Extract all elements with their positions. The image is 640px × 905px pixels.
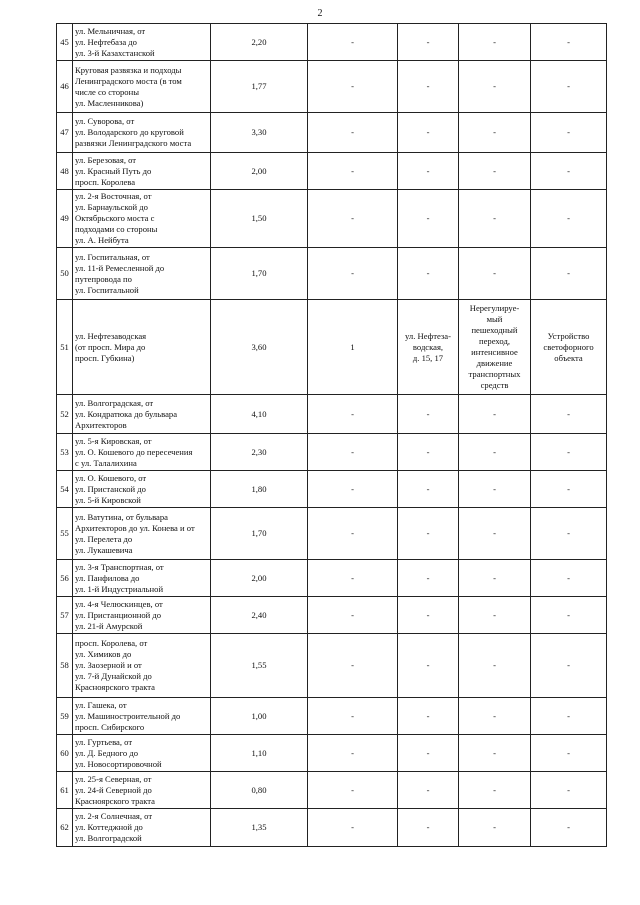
problem-reason [459, 560, 531, 597]
empty-dash: - [493, 822, 496, 832]
road-name-line: ул. Госпитальная, от [75, 251, 150, 262]
empty-dash: - [567, 572, 570, 583]
road-length: 1,00 [211, 698, 308, 735]
road-name [73, 698, 211, 735]
road-name [73, 190, 211, 248]
empty-dash: - [493, 165, 496, 176]
row-number: 51 [57, 300, 73, 395]
road-name-line: ул. Волгоградской [75, 833, 142, 843]
row-number: 61 [57, 772, 73, 809]
road-length: 1,80 [211, 471, 308, 508]
problem-count: - [308, 508, 398, 560]
road-length: 0,80 [211, 772, 308, 809]
road-name-line: ул. Новосортировочной [75, 758, 162, 769]
problem-reason-line: переход, [479, 336, 510, 346]
road-name-line: ул. Гуртьева, от [75, 736, 133, 747]
table-row [57, 772, 607, 809]
problem-count: - [308, 809, 398, 847]
problem-address [398, 772, 459, 809]
empty-dash: - [426, 446, 430, 457]
empty-dash: - [493, 483, 496, 494]
empty-dash: - [493, 747, 496, 758]
road-name [73, 471, 211, 508]
planned-measure [531, 560, 607, 597]
table-row [57, 560, 607, 597]
empty-dash: - [426, 710, 430, 721]
planned-measure-line: Устройство [547, 330, 590, 341]
page-number: 2 [317, 8, 323, 19]
road-name [73, 597, 211, 634]
planned-measure [531, 634, 607, 698]
road-name-line: ул. Масленникова) [75, 97, 144, 108]
empty-dash: - [493, 528, 496, 538]
road-name-line: ул. Мельничная, от [75, 25, 146, 36]
planned-measure [531, 809, 607, 847]
table-row [57, 471, 607, 508]
problem-reason-line: средств [480, 380, 509, 390]
planned-measure [531, 597, 607, 634]
empty-dash: - [426, 572, 430, 583]
road-name-line: ул. Пристанской до [75, 483, 146, 494]
road-length: 3,60 [211, 300, 308, 395]
road-length: 1,70 [211, 248, 308, 300]
empty-dash: - [567, 784, 570, 795]
road-name-line: ул. О. Кошевого до пересечения [75, 446, 193, 457]
problem-address-line: д. 15, 17 [412, 352, 444, 363]
road-name-line: Октябрьского моста с [75, 213, 155, 223]
empty-dash: - [493, 213, 496, 223]
road-length: 2,00 [211, 560, 308, 597]
road-name-line: подходами со стороны [75, 224, 158, 234]
problem-address [398, 809, 459, 847]
table-row [57, 113, 607, 153]
empty-dash: - [567, 36, 570, 47]
planned-measure [531, 508, 607, 560]
road-length: 1,50 [211, 190, 308, 248]
problem-reason-line: Нерегулируе- [469, 303, 520, 313]
row-number: 46 [57, 61, 73, 113]
road-length: 1,35 [211, 809, 308, 847]
road-name-line: ул. Красный Путь до [75, 165, 152, 176]
empty-dash: - [426, 36, 430, 47]
road-name-line: ул. Березовая, от [75, 154, 137, 165]
problem-address [398, 698, 459, 735]
problem-address [398, 508, 459, 560]
problem-count: - [308, 634, 398, 698]
empty-dash: - [493, 81, 496, 91]
road-name-line: с ул. Талалихина [75, 457, 137, 468]
road-name-line: ул. 3-я Транспортная, от [75, 561, 164, 572]
empty-dash: - [567, 822, 570, 832]
planned-measure [531, 735, 607, 772]
problem-count: - [308, 113, 398, 153]
road-name-line: Красноярского тракта [75, 682, 155, 692]
table-row [57, 190, 607, 248]
problem-reason [459, 24, 531, 61]
empty-dash: - [426, 213, 430, 223]
table-row [57, 634, 607, 698]
road-name [73, 434, 211, 471]
empty-dash: - [493, 710, 496, 721]
road-name-line: ул. Барнаульской до [75, 202, 148, 212]
table-row [57, 61, 607, 113]
empty-dash: - [567, 483, 570, 494]
planned-measure [531, 395, 607, 434]
planned-measure [531, 190, 607, 248]
problem-reason [459, 597, 531, 634]
road-name-line: ул. 2-я Солнечная, от [75, 811, 153, 821]
road-name-line: ул. Заозерной и от [75, 660, 142, 670]
problem-reason [459, 153, 531, 190]
problem-reason-line: движение [476, 358, 513, 368]
empty-dash: - [567, 710, 570, 721]
problem-reason-line: интенсивное [471, 347, 518, 357]
road-length: 2,20 [211, 24, 308, 61]
row-number: 54 [57, 471, 73, 508]
table-row [57, 153, 607, 190]
table-row [57, 597, 607, 634]
road-name-line: ул. 2-я Восточная, от [75, 191, 152, 201]
row-number: 59 [57, 698, 73, 735]
road-name-line: ул. Госпитальной [75, 284, 139, 295]
problem-count: - [308, 772, 398, 809]
problem-count: - [308, 735, 398, 772]
planned-measure [531, 153, 607, 190]
table-row [57, 698, 607, 735]
empty-dash: - [426, 784, 430, 795]
table-row [57, 248, 607, 300]
problem-reason [459, 190, 531, 248]
road-name-line: числе со стороны [75, 86, 139, 97]
road-name-line: ул. О. Кошевого, от [75, 472, 147, 483]
problem-count: - [308, 153, 398, 190]
problem-address-line: водская, [412, 341, 444, 352]
problem-reason [459, 698, 531, 735]
road-name [73, 113, 211, 153]
road-name-line: ул. Нефтебаза до [75, 36, 137, 47]
road-name-line: Круговая развязка и подходы [75, 64, 182, 75]
problem-count: - [308, 61, 398, 113]
problem-count: - [308, 24, 398, 61]
road-length: 1,70 [211, 508, 308, 560]
row-number: 57 [57, 597, 73, 634]
road-name-line: ул. 1-й Индустриальной [75, 583, 164, 594]
road-name-line: ул. Пристанционной до [75, 609, 162, 620]
road-name-line: ул. Коттеджной до [75, 822, 143, 832]
empty-dash: - [493, 36, 496, 47]
problem-reason [459, 300, 531, 395]
road-name-line: ул. 3-й Казахстанской [75, 47, 155, 58]
empty-dash: - [493, 408, 496, 419]
empty-dash: - [426, 609, 430, 620]
problem-reason-line: транспортных [468, 369, 521, 379]
problem-reason-line: пешеходный [471, 325, 518, 335]
road-name-line: ул. 25-я Северная, от [75, 773, 152, 784]
road-length: 1,55 [211, 634, 308, 698]
planned-measure [531, 248, 607, 300]
problem-address [398, 61, 459, 113]
planned-measure [531, 698, 607, 735]
planned-measure [531, 24, 607, 61]
row-number: 45 [57, 24, 73, 61]
row-number: 53 [57, 434, 73, 471]
row-number: 49 [57, 190, 73, 248]
planned-measure-line: светофорного [543, 341, 594, 352]
road-name-line: Архитекторов до ул. Конева и от [75, 522, 195, 533]
problem-count: - [308, 471, 398, 508]
road-name-line: просп. Королева, от [75, 638, 148, 648]
empty-dash: - [426, 483, 430, 494]
problem-reason [459, 434, 531, 471]
problem-reason [459, 634, 531, 698]
problem-reason [459, 809, 531, 847]
empty-dash: - [493, 446, 496, 457]
road-length: 1,10 [211, 735, 308, 772]
empty-dash: - [567, 213, 570, 223]
road-name-line: просп. Губкина) [75, 352, 135, 363]
road-name-line: ул. 5-я Кировская, от [75, 435, 152, 446]
road-name [73, 772, 211, 809]
road-name [73, 24, 211, 61]
road-name-line: ул. Володарского до круговой [75, 127, 184, 137]
problem-count: - [308, 698, 398, 735]
problem-address [398, 153, 459, 190]
problem-count: - [308, 597, 398, 634]
road-name-line: Ленинградского моста (в том [75, 75, 182, 86]
road-name-line: ул. 5-й Кировской [75, 494, 141, 505]
planned-measure-line: объекта [554, 352, 583, 363]
road-length: 3,30 [211, 113, 308, 153]
table-row [57, 735, 607, 772]
table-row [57, 434, 607, 471]
road-name-line: просп. Королева [75, 176, 136, 187]
road-name-line: ул. 4-я Челюскинцев, от [75, 598, 163, 609]
empty-dash: - [493, 784, 496, 795]
row-number: 62 [57, 809, 73, 847]
problem-count: - [308, 560, 398, 597]
problem-reason [459, 772, 531, 809]
problem-count: 1 [308, 300, 398, 395]
road-name-line: ул. Нефтезаводская [75, 330, 147, 341]
empty-dash: - [567, 408, 570, 419]
road-name-line: ул. Гашека, от [75, 699, 127, 710]
road-name-line: ул. 7-й Дунайской до [75, 671, 152, 681]
table-row [57, 809, 607, 847]
problem-reason [459, 113, 531, 153]
road-length: 2,40 [211, 597, 308, 634]
empty-dash: - [567, 660, 570, 670]
road-name-line: ул. Ватутина, от бульвара [75, 511, 168, 522]
table-row [57, 300, 607, 395]
planned-measure [531, 113, 607, 153]
empty-dash: - [567, 268, 570, 278]
row-number: 55 [57, 508, 73, 560]
empty-dash: - [426, 822, 430, 832]
table-row [57, 508, 607, 560]
empty-dash: - [567, 528, 570, 538]
row-number: 50 [57, 248, 73, 300]
table-row [57, 395, 607, 434]
empty-dash: - [567, 81, 570, 91]
road-name-line: ул. Панфилова до [75, 572, 140, 583]
road-name [73, 61, 211, 113]
problem-reason [459, 508, 531, 560]
road-name-line: ул. 21-й Амурской [75, 620, 143, 631]
planned-measure [531, 300, 607, 395]
road-length: 4,10 [211, 395, 308, 434]
empty-dash: - [493, 660, 496, 670]
empty-dash: - [426, 408, 430, 419]
empty-dash: - [426, 660, 430, 670]
road-name [73, 560, 211, 597]
problem-address [398, 24, 459, 61]
problem-address [398, 190, 459, 248]
planned-measure [531, 772, 607, 809]
road-name-line: Красноярского тракта [75, 795, 155, 806]
problem-address [398, 735, 459, 772]
road-name [73, 395, 211, 434]
road-name [73, 634, 211, 698]
problem-address [398, 560, 459, 597]
road-length: 2,30 [211, 434, 308, 471]
problem-address [398, 300, 459, 395]
row-number: 56 [57, 560, 73, 597]
roads-table-body [57, 24, 607, 847]
empty-dash: - [426, 127, 430, 137]
planned-measure [531, 471, 607, 508]
empty-dash: - [426, 747, 430, 758]
planned-measure [531, 61, 607, 113]
problem-address [398, 434, 459, 471]
empty-dash: - [426, 165, 430, 176]
road-name-line: ул. Волгоградская, от [75, 397, 154, 408]
road-name-line: развязки Ленинградского моста [75, 138, 192, 148]
road-name-line: ул. Кондратюка до бульвара [75, 408, 178, 419]
road-name [73, 508, 211, 560]
row-number: 58 [57, 634, 73, 698]
road-name-line: путепровода по [75, 273, 132, 284]
road-name-line: ул. Лукашевича [75, 544, 133, 555]
problem-count: - [308, 395, 398, 434]
road-name-line: ул. Машиностроительной до [75, 710, 181, 721]
problem-address [398, 113, 459, 153]
problem-reason [459, 735, 531, 772]
problem-address [398, 471, 459, 508]
empty-dash: - [426, 81, 430, 91]
road-name [73, 809, 211, 847]
problem-address [398, 395, 459, 434]
empty-dash: - [567, 127, 570, 137]
road-name-line: ул. 24-й Северной до [75, 784, 152, 795]
problem-reason [459, 395, 531, 434]
road-name-line: ул. Химиков до [75, 649, 132, 659]
empty-dash: - [567, 747, 570, 758]
road-length: 1,77 [211, 61, 308, 113]
road-name-line: ул. Д. Бедного до [75, 747, 138, 758]
row-number: 47 [57, 113, 73, 153]
problem-count: - [308, 434, 398, 471]
roads-table [56, 23, 607, 847]
road-name-line: ул. Перелета до [75, 533, 133, 544]
road-name [73, 300, 211, 395]
empty-dash: - [567, 446, 570, 457]
road-name-line: Архитекторов [75, 419, 127, 430]
problem-reason [459, 471, 531, 508]
problem-reason [459, 248, 531, 300]
road-name [73, 735, 211, 772]
empty-dash: - [493, 572, 496, 583]
road-name-line: ул. А. Нейбута [75, 235, 129, 245]
problem-address [398, 248, 459, 300]
road-name [73, 248, 211, 300]
row-number: 60 [57, 735, 73, 772]
empty-dash: - [493, 127, 496, 137]
empty-dash: - [493, 609, 496, 620]
empty-dash: - [567, 609, 570, 620]
road-name-line: (от просп. Мира до [75, 341, 146, 352]
problem-address [398, 634, 459, 698]
row-number: 48 [57, 153, 73, 190]
road-length: 2,00 [211, 153, 308, 190]
problem-count: - [308, 190, 398, 248]
road-name-line: ул. Суворова, от [75, 116, 135, 126]
problem-count: - [308, 248, 398, 300]
row-number: 52 [57, 395, 73, 434]
problem-address [398, 597, 459, 634]
road-name [73, 153, 211, 190]
problem-address-line: ул. Нефтеза- [405, 330, 451, 341]
planned-measure [531, 434, 607, 471]
empty-dash: - [426, 528, 430, 538]
problem-reason-line: мый [486, 314, 503, 324]
empty-dash: - [567, 165, 570, 176]
road-name-line: просп. Сибирского [75, 721, 145, 732]
road-name-line: ул. 11-й Ремесленной до [75, 262, 165, 273]
empty-dash: - [426, 268, 430, 278]
empty-dash: - [493, 268, 496, 278]
table-row [57, 24, 607, 61]
problem-reason [459, 61, 531, 113]
